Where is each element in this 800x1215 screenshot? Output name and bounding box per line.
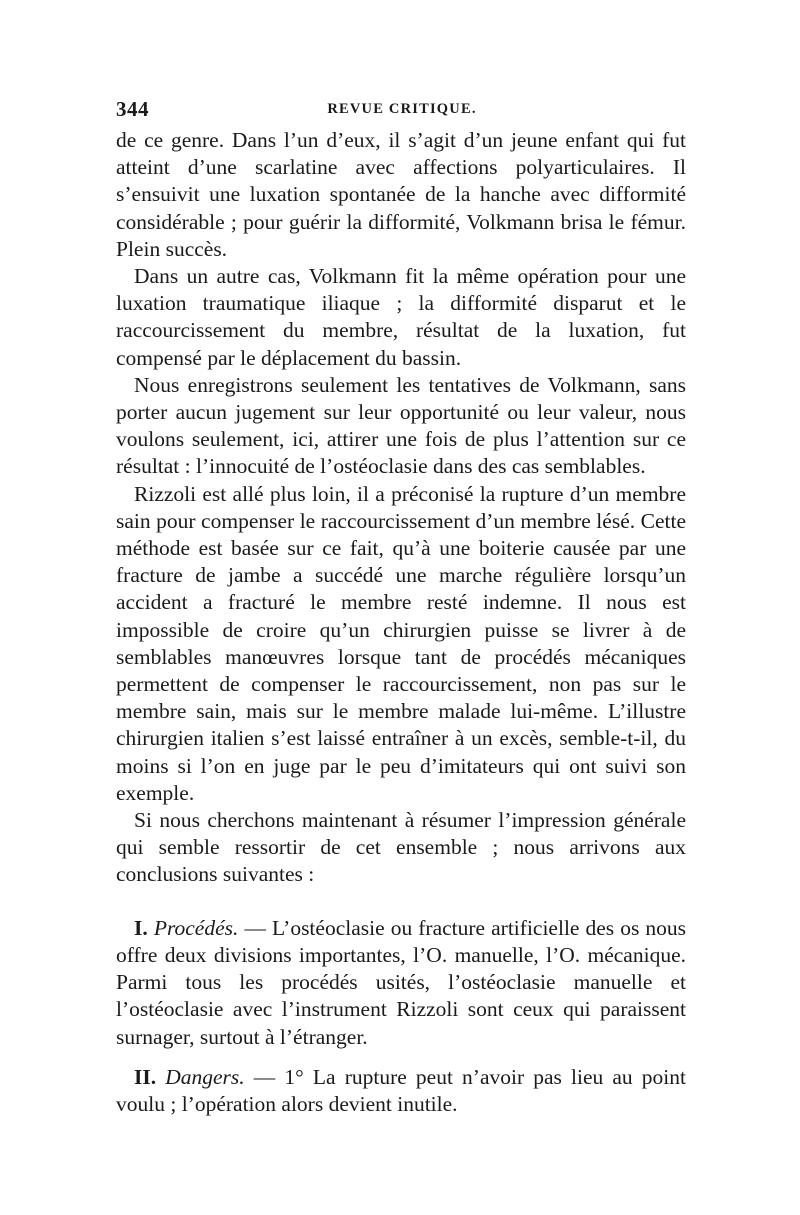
paragraph-2: Dans un autre cas, Volkmann fit la même opération pour une luxation traumatique iliaque ; la difformité disparut et le raccourcissement du membre, résultat de la luxation, fut compensé par le déplacement du bassin. (116, 264, 686, 370)
conclusion-dash: — (238, 915, 272, 940)
conclusion-heading: Dangers. (165, 1064, 245, 1089)
conclusion-number: II. (134, 1064, 157, 1089)
page-number: 344 (116, 97, 149, 121)
conclusion-heading: Procédés. (153, 915, 239, 940)
page-header (116, 97, 688, 123)
paragraph-1: de ce genre. Dans l’un d’eux, il s’agit d’un jeune enfant qui fut atteint d’une scarlatine avec affections polyarticulaires. Il s’ensuivit une luxation spontanée de la hanche avec difformité considérable ; pour guérir la difformité, Volkmann brisa le fémur. Plein succès. (116, 128, 686, 261)
paragraph-3: Nous enregistrons seulement les tentatives de Volkmann, sans porter aucun jugement sur leur opportunité ou leur valeur, nous voulons seulement, ici, attirer une fois de plus l’attention sur ce résultat : l’innocuité de l’ostéoclasie dans des cas semblables. (116, 372, 686, 479)
conclusion-text: L’ostéoclasie ou fracture artificielle des os nous offre deux divisions importantes, l’O. manuelle, l’O. mécanique. Parmi tous les procédés usités, l’ostéoclasie manuelle et l’ostéoclasie avec l’instrument Rizzoli sont ceux qui paraissent surnager, surtout à l’étranger. (116, 915, 687, 1049)
conclusion-text: 1° La rupture peut n’avoir pas lieu au point voulu ; l’opération alors devient inutile. (116, 1064, 686, 1116)
conclusion-number: I. (134, 915, 148, 940)
conclusion-dash: — (244, 1064, 285, 1089)
paragraph-5: Si nous cherchons maintenant à résumer l’impression générale qui semble ressortir de cet ensemble ; nous arrivons aux conclusions suivantes : (116, 808, 686, 887)
conclusion-dangers (116, 1064, 686, 1118)
body-text (116, 127, 686, 1118)
running-title: REVUE CRITIQUE. (327, 101, 477, 117)
conclusion-procedes (116, 915, 686, 1051)
paragraph-4: Rizzoli est allé plus loin, il a préconisé la rupture d’un membre sain pour compenser le raccourcissement d’un membre lésé. Cette méthode est basée sur ce fait, qu’à une boiterie causée par une fracture de jambe a succédé une marche régulière lorsqu’un accident a fracturé le membre resté indemne. Il nous est impossible de croire qu’un chirurgien puisse se livrer à de semblables manœuvres lorsque tant de procédés mécaniques permettent de compenser le raccourcissement, non pas sur le membre sain, mais sur le membre malade lui-même. L’illustre chirurgien italien s’est laissé entraîner à un excès, semble-t-il, du moins si l’on en juge par le peu d’imitateurs qui ont suivi son exemple. (116, 481, 686, 805)
